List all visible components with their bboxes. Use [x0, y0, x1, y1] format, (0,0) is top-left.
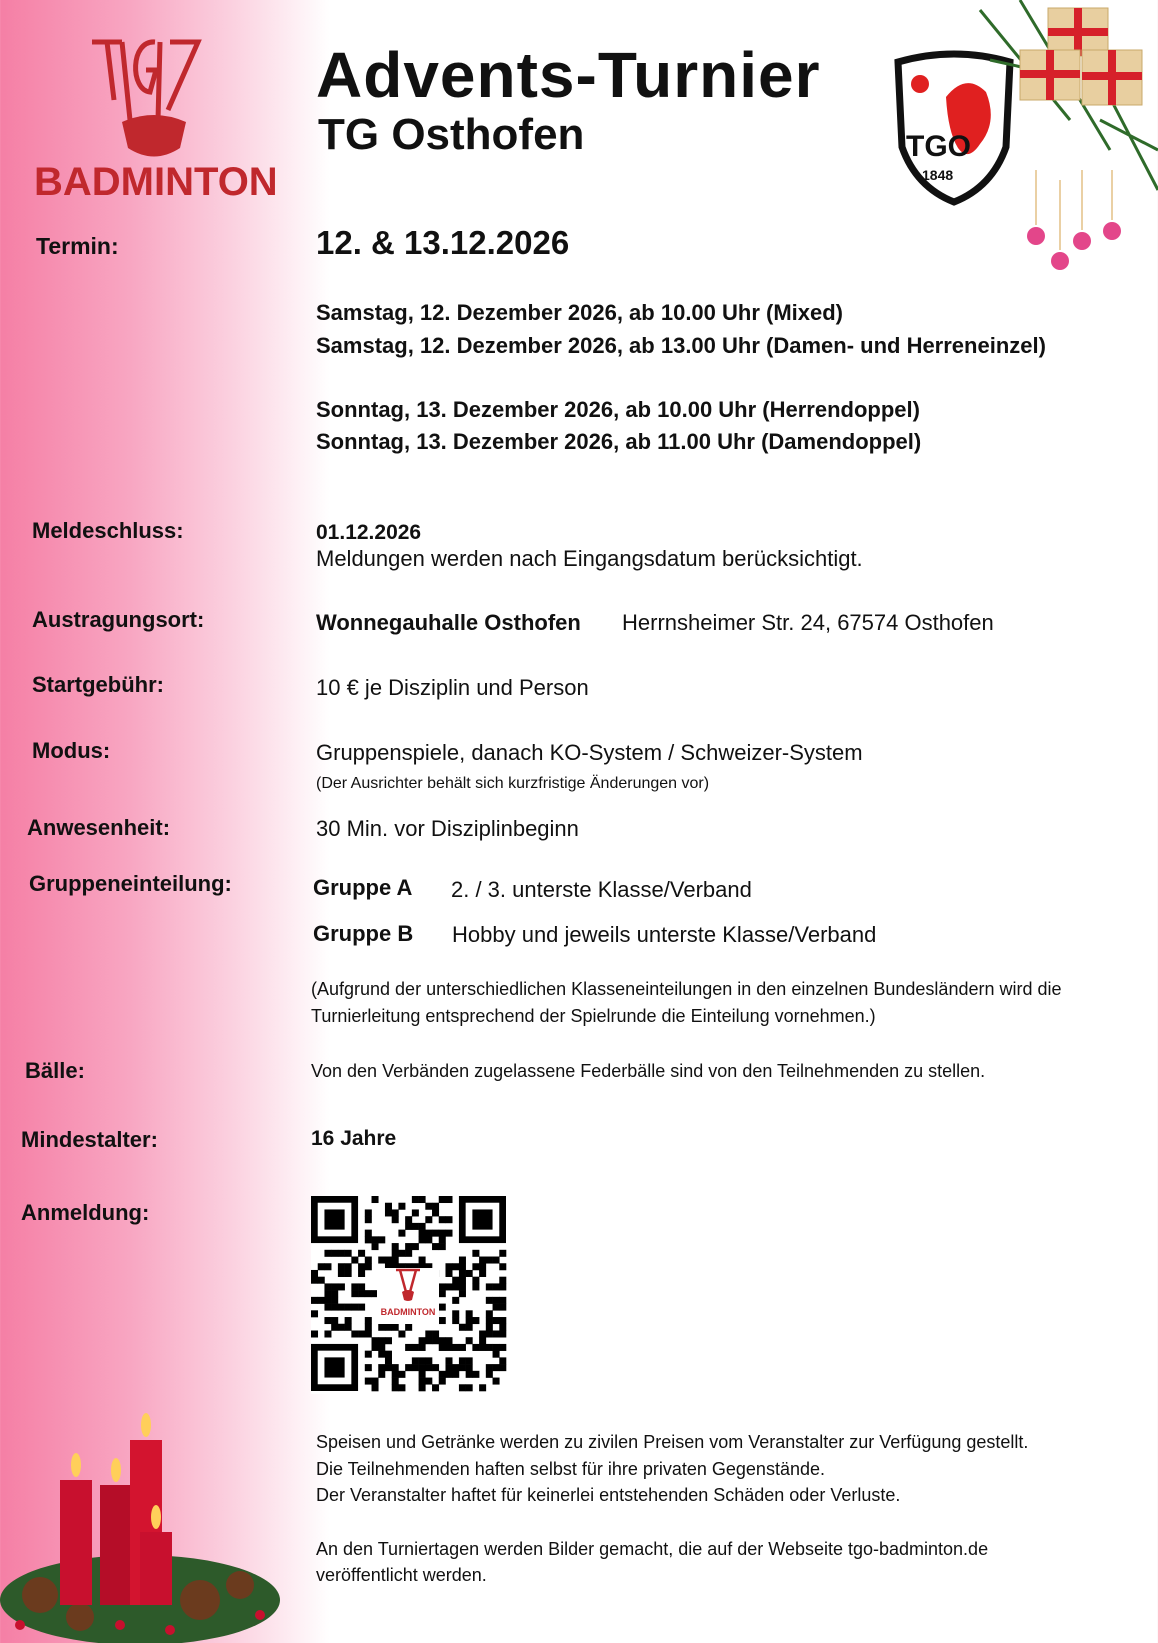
qr-module	[466, 1357, 473, 1364]
qr-module	[445, 1364, 452, 1371]
qr-module	[439, 1243, 446, 1250]
qr-module	[432, 1230, 439, 1237]
qr-module	[412, 1364, 419, 1371]
qr-module	[398, 1250, 405, 1257]
qr-module	[331, 1283, 338, 1290]
qr-module	[499, 1250, 506, 1257]
qr-module	[338, 1250, 345, 1257]
qr-module	[425, 1378, 432, 1385]
qr-module	[392, 1243, 399, 1250]
qr-module	[372, 1344, 379, 1351]
qr-module	[419, 1257, 426, 1264]
qr-module	[324, 1304, 331, 1311]
anwesenheit-label: Anwesenheit:	[27, 815, 171, 840]
qr-module	[324, 1263, 331, 1270]
qr-module	[419, 1230, 426, 1237]
qr-module	[412, 1223, 419, 1230]
qr-module	[378, 1337, 385, 1344]
qr-module	[466, 1317, 473, 1324]
qr-module	[412, 1209, 419, 1216]
qr-module	[472, 1277, 479, 1284]
qr-module	[445, 1357, 452, 1364]
qr-module	[486, 1364, 493, 1371]
qr-module	[365, 1330, 372, 1337]
qr-module	[472, 1283, 479, 1290]
qr-module	[311, 1270, 318, 1277]
qr-module	[466, 1384, 473, 1391]
qr-module	[439, 1216, 446, 1223]
qr-module	[419, 1236, 426, 1243]
qr-module	[385, 1337, 392, 1344]
qr-module	[324, 1330, 331, 1337]
qr-module	[398, 1371, 405, 1378]
qr-module	[445, 1230, 452, 1237]
qr-module	[412, 1196, 419, 1203]
page-title: Advents-Turnier	[316, 39, 821, 111]
qr-module	[324, 1283, 331, 1290]
austragungsort-label: Austragungsort:	[32, 607, 205, 632]
qr-module	[459, 1270, 466, 1277]
qr-module	[459, 1344, 466, 1351]
qr-module	[351, 1304, 358, 1311]
qr-module	[392, 1257, 399, 1264]
qr-module	[365, 1378, 372, 1385]
qr-module	[331, 1250, 338, 1257]
qr-module	[452, 1310, 459, 1317]
qr-module	[452, 1297, 459, 1304]
qr-module	[425, 1357, 432, 1364]
qr-module	[419, 1357, 426, 1364]
qr-module	[419, 1196, 426, 1203]
qr-module	[466, 1371, 473, 1378]
qr-module	[466, 1310, 473, 1317]
gruppe-a-name: Gruppe A	[313, 875, 413, 900]
qr-module	[445, 1283, 452, 1290]
qr-module	[398, 1330, 405, 1337]
termin-line-3: Sonntag, 13. Dezember 2026, ab 10.00 Uhr (Herrendoppel)	[316, 397, 920, 422]
qr-module	[425, 1216, 432, 1223]
page-subtitle: TG Osthofen	[318, 110, 585, 159]
qr-module	[493, 1304, 500, 1311]
qr-module	[365, 1216, 372, 1223]
baelle-label: Bälle:	[25, 1058, 85, 1083]
qr-module	[499, 1277, 506, 1284]
startgebuehr-label: Startgebühr:	[32, 672, 164, 697]
termin-line-1: Samstag, 12. Dezember 2026, ab 10.00 Uhr (Mixed)	[316, 300, 844, 325]
qr-module	[452, 1283, 459, 1290]
qr-module	[499, 1324, 506, 1331]
qr-module	[392, 1384, 399, 1391]
qr-module	[345, 1250, 352, 1257]
gruppen-note-1: (Aufgrund der unterschiedlichen Klasseneinteilungen in den einzelnen Bundesländern wird die	[311, 979, 1062, 999]
qr-module	[493, 1257, 500, 1264]
qr-logo-text: BADMINTON	[380, 1307, 436, 1317]
qr-module	[499, 1297, 506, 1304]
qr-finder	[324, 1357, 344, 1377]
footer-photo-1: An den Turniertagen werden Bilder gemacht, die auf der Webseite tgo-badminton.de	[316, 1539, 989, 1559]
qr-module	[419, 1378, 426, 1385]
gruppen-label: Gruppeneinteilung:	[29, 871, 232, 896]
qr-module	[358, 1270, 365, 1277]
qr-module	[378, 1351, 385, 1358]
qr-module	[372, 1337, 379, 1344]
footer-line-3: Der Veranstalter haftet für keinerlei entstehenden Schäden oder Verluste.	[316, 1485, 901, 1505]
qr-module	[466, 1364, 473, 1371]
advent-candles-icon	[0, 1395, 280, 1638]
qr-module	[311, 1330, 318, 1337]
qr-module	[452, 1263, 459, 1270]
qr-module	[459, 1257, 466, 1264]
qr-module	[338, 1324, 345, 1331]
qr-module	[432, 1209, 439, 1216]
qr-module	[419, 1371, 426, 1378]
qr-module	[432, 1203, 439, 1210]
qr-module	[466, 1337, 473, 1344]
mindestalter-value: 16 Jahre	[311, 1127, 397, 1150]
qr-module	[331, 1304, 338, 1311]
qr-module	[439, 1230, 446, 1237]
qr-module	[439, 1371, 446, 1378]
qr-module	[472, 1263, 479, 1270]
qr-finder	[472, 1209, 492, 1229]
qr-module	[432, 1243, 439, 1250]
qr-module	[331, 1290, 338, 1297]
qr-module	[345, 1324, 352, 1331]
qr-module	[486, 1283, 493, 1290]
qr-module	[412, 1344, 419, 1351]
qr-module	[439, 1290, 446, 1297]
qr-module	[479, 1337, 486, 1344]
crest-text: TGO	[906, 130, 971, 163]
qr-module	[479, 1344, 486, 1351]
qr-module	[459, 1263, 466, 1270]
qr-module	[439, 1378, 446, 1385]
qr-module	[392, 1324, 399, 1331]
qr-finder	[324, 1209, 344, 1229]
qr-module	[472, 1317, 479, 1324]
qr-module	[439, 1196, 446, 1203]
qr-module	[472, 1371, 479, 1378]
qr-module	[405, 1223, 412, 1230]
qr-module	[479, 1270, 486, 1277]
qr-module	[486, 1344, 493, 1351]
qr-module	[398, 1230, 405, 1237]
qr-module	[425, 1230, 432, 1237]
gruppe-a-desc: 2. / 3. unterste Klasse/Verband	[451, 877, 752, 902]
qr-module	[432, 1384, 439, 1391]
anmeldung-label: Anmeldung:	[21, 1200, 150, 1225]
termin-line-2: Samstag, 12. Dezember 2026, ab 13.00 Uhr (Damen- und Herreneinzel)	[316, 333, 1046, 358]
qr-module	[432, 1364, 439, 1371]
qr-module	[324, 1317, 331, 1324]
qr-module	[486, 1297, 493, 1304]
qr-module	[358, 1250, 365, 1257]
qr-module	[405, 1243, 412, 1250]
footer-line-2: Die Teilnehmenden haften selbst für ihre privaten Gegenstände.	[316, 1459, 825, 1479]
advent-wreath	[0, 1395, 280, 1638]
qr-module	[338, 1270, 345, 1277]
qr-module	[445, 1263, 452, 1270]
qr-module	[486, 1324, 493, 1331]
qr-module	[331, 1324, 338, 1331]
startgebuehr-value: 10 € je Disziplin und Person	[316, 675, 589, 700]
badminton-logo	[30, 30, 278, 205]
logo-text: BADMINTON	[34, 160, 278, 204]
qr-module	[445, 1344, 452, 1351]
qr-module	[392, 1378, 399, 1385]
qr-shuttlecock-icon	[388, 1268, 428, 1302]
qr-module	[338, 1304, 345, 1311]
qr-module	[412, 1243, 419, 1250]
footer-photo-2: veröffentlicht werden.	[316, 1565, 487, 1585]
qr-module	[445, 1216, 452, 1223]
qr-module	[385, 1364, 392, 1371]
qr-module	[385, 1324, 392, 1331]
qr-module	[459, 1364, 466, 1371]
qr-module	[358, 1290, 365, 1297]
qr-module	[459, 1283, 466, 1290]
qr-module	[345, 1304, 352, 1311]
qr-module	[486, 1330, 493, 1337]
qr-module	[499, 1263, 506, 1270]
qr-module	[338, 1283, 345, 1290]
qr-module	[439, 1304, 446, 1311]
qr-module	[378, 1364, 385, 1371]
qr-module	[392, 1371, 399, 1378]
qr-module	[493, 1317, 500, 1324]
modus-value: Gruppenspiele, danach KO-System / Schweizer-System	[316, 740, 863, 765]
qr-module	[493, 1297, 500, 1304]
qr-module	[452, 1317, 459, 1324]
qr-module	[311, 1297, 318, 1304]
termin-line-4: Sonntag, 13. Dezember 2026, ab 11.00 Uhr (Damendoppel)	[316, 429, 922, 454]
mindestalter-label: Mindestalter:	[21, 1127, 158, 1152]
qr-module	[452, 1344, 459, 1351]
qr-module	[419, 1344, 426, 1351]
qr-module	[486, 1257, 493, 1264]
qr-module	[452, 1277, 459, 1284]
qr-module	[358, 1330, 365, 1337]
qr-module	[452, 1371, 459, 1378]
qr-module	[365, 1209, 372, 1216]
baelle-value: Von den Verbänden zugelassene Federbälle sind von den Teilnehmenden zu stellen.	[311, 1061, 986, 1081]
gruppe-b-name: Gruppe B	[313, 921, 414, 946]
venue-address: Herrnsheimer Str. 24, 67574 Osthofen	[622, 610, 994, 635]
qr-module	[459, 1290, 466, 1297]
qr-module	[412, 1357, 419, 1364]
qr-module	[425, 1330, 432, 1337]
qr-module	[385, 1257, 392, 1264]
qr-module	[479, 1257, 486, 1264]
meldeschluss-date: 01.12.2026	[316, 521, 422, 544]
qr-module	[378, 1236, 385, 1243]
qr-module	[398, 1384, 405, 1391]
venue-name: Wonnegauhalle Osthofen	[316, 610, 581, 635]
qr-module	[425, 1364, 432, 1371]
qr-module	[419, 1223, 426, 1230]
qr-module	[392, 1250, 399, 1257]
qr-module	[493, 1344, 500, 1351]
gifts-and-ornaments-icon	[960, 0, 1158, 280]
qr-module	[365, 1364, 372, 1371]
qr-module	[365, 1230, 372, 1237]
qr-module	[425, 1236, 432, 1243]
qr-module	[365, 1236, 372, 1243]
qr-module	[486, 1371, 493, 1378]
qr-module	[351, 1257, 358, 1264]
qr-module	[324, 1297, 331, 1304]
qr-module	[378, 1257, 385, 1264]
anwesenheit-value: 30 Min. vor Disziplinbeginn	[316, 816, 579, 841]
qr-module	[392, 1216, 399, 1223]
qr-module	[331, 1317, 338, 1324]
qr-module	[318, 1297, 325, 1304]
qr-module	[372, 1378, 379, 1385]
qr-module	[345, 1270, 352, 1277]
qr-module	[425, 1203, 432, 1210]
qr-module	[405, 1364, 412, 1371]
qr-module	[425, 1337, 432, 1344]
qr-module	[392, 1209, 399, 1216]
qr-module	[439, 1236, 446, 1243]
qr-module	[439, 1337, 446, 1344]
gruppen-note-2: Turnierleitung entsprechend der Spielrunde die Einteilung vornehmen.)	[311, 1006, 876, 1026]
qr-module	[385, 1203, 392, 1210]
qr-module	[392, 1364, 399, 1371]
qr-module	[445, 1337, 452, 1344]
qr-module	[318, 1277, 325, 1284]
qr-module	[419, 1364, 426, 1371]
qr-module	[419, 1337, 426, 1344]
qr-module	[331, 1297, 338, 1304]
qr-module	[365, 1290, 372, 1297]
qr-module	[472, 1250, 479, 1257]
qr-module	[372, 1384, 379, 1391]
qr-module	[479, 1330, 486, 1337]
qr-module	[432, 1330, 439, 1337]
modus-label: Modus:	[32, 738, 111, 763]
qr-module	[358, 1304, 365, 1311]
qr-module	[365, 1263, 372, 1270]
qr-module	[445, 1196, 452, 1203]
qr-module	[385, 1209, 392, 1216]
meldeschluss-label: Meldeschluss:	[32, 518, 184, 543]
qr-module	[493, 1330, 500, 1337]
qr-module	[459, 1357, 466, 1364]
christmas-decoration	[960, 0, 1158, 280]
qr-module	[345, 1263, 352, 1270]
qr-module	[493, 1351, 500, 1358]
qr-module	[419, 1384, 426, 1391]
qr-logo	[377, 1268, 439, 1324]
qr-module	[318, 1263, 325, 1270]
qr-module	[372, 1236, 379, 1243]
qr-module	[351, 1330, 358, 1337]
qr-module	[432, 1337, 439, 1344]
qr-module	[365, 1351, 372, 1358]
modus-note: (Der Ausrichter behält sich kurzfristige Änderungen vor)	[316, 775, 710, 792]
qr-module	[479, 1384, 486, 1391]
meldeschluss-note: Meldungen werden nach Eingangsdatum berücksichtigt.	[316, 546, 863, 571]
qr-module	[405, 1250, 412, 1257]
qr-module	[405, 1324, 412, 1331]
qr-module	[499, 1364, 506, 1371]
qr-module	[311, 1310, 318, 1317]
qr-module	[493, 1283, 500, 1290]
qr-module	[324, 1250, 331, 1257]
qr-module	[324, 1290, 331, 1297]
qr-module	[486, 1317, 493, 1324]
qr-module	[439, 1344, 446, 1351]
qr-module	[372, 1196, 379, 1203]
qr-module	[479, 1263, 486, 1270]
qr-module	[358, 1263, 365, 1270]
qr-module	[398, 1203, 405, 1210]
qr-module	[499, 1330, 506, 1337]
termin-label: Termin:	[36, 233, 119, 259]
qr-module	[452, 1364, 459, 1371]
footer-line-1: Speisen und Getränke werden zu zivilen Preisen vom Veranstalter zur Verfügung gestellt.	[316, 1432, 1029, 1452]
qr-module	[499, 1283, 506, 1290]
qr-module	[472, 1344, 479, 1351]
qr-module	[439, 1283, 446, 1290]
qr-module	[486, 1310, 493, 1317]
qr-module	[499, 1357, 506, 1364]
qr-module	[345, 1317, 352, 1324]
qr-module	[338, 1263, 345, 1270]
termin-date: 12. & 13.12.2026	[316, 224, 570, 261]
shuttlecock-logo-icon	[30, 30, 278, 205]
qr-module	[378, 1344, 385, 1351]
qr-module	[378, 1371, 385, 1378]
qr-module	[445, 1270, 452, 1277]
gruppe-b-desc: Hobby und jeweils unterste Klasse/Verband	[452, 922, 877, 947]
qr-module	[459, 1384, 466, 1391]
qr-module	[466, 1324, 473, 1331]
crest-year: 1848	[922, 167, 954, 183]
qr-module	[365, 1317, 372, 1324]
qr-module	[385, 1351, 392, 1358]
qr-module	[493, 1378, 500, 1385]
qr-module	[351, 1283, 358, 1290]
qr-module	[405, 1216, 412, 1223]
qr-module	[445, 1371, 452, 1378]
registration-qr-code[interactable]	[311, 1196, 506, 1394]
qr-module	[365, 1257, 372, 1264]
qr-module	[385, 1357, 392, 1364]
qr-module	[372, 1243, 379, 1250]
qr-module	[499, 1304, 506, 1311]
qr-module	[378, 1324, 385, 1331]
qr-module	[459, 1277, 466, 1284]
qr-module	[459, 1324, 466, 1331]
qr-module	[351, 1290, 358, 1297]
qr-module	[466, 1270, 473, 1277]
qr-module	[499, 1344, 506, 1351]
qr-module	[358, 1283, 365, 1290]
qr-module	[439, 1317, 446, 1324]
qr-module	[493, 1364, 500, 1371]
qr-module	[365, 1324, 372, 1331]
qr-module	[311, 1277, 318, 1284]
qr-module	[405, 1344, 412, 1351]
qr-module	[499, 1317, 506, 1324]
